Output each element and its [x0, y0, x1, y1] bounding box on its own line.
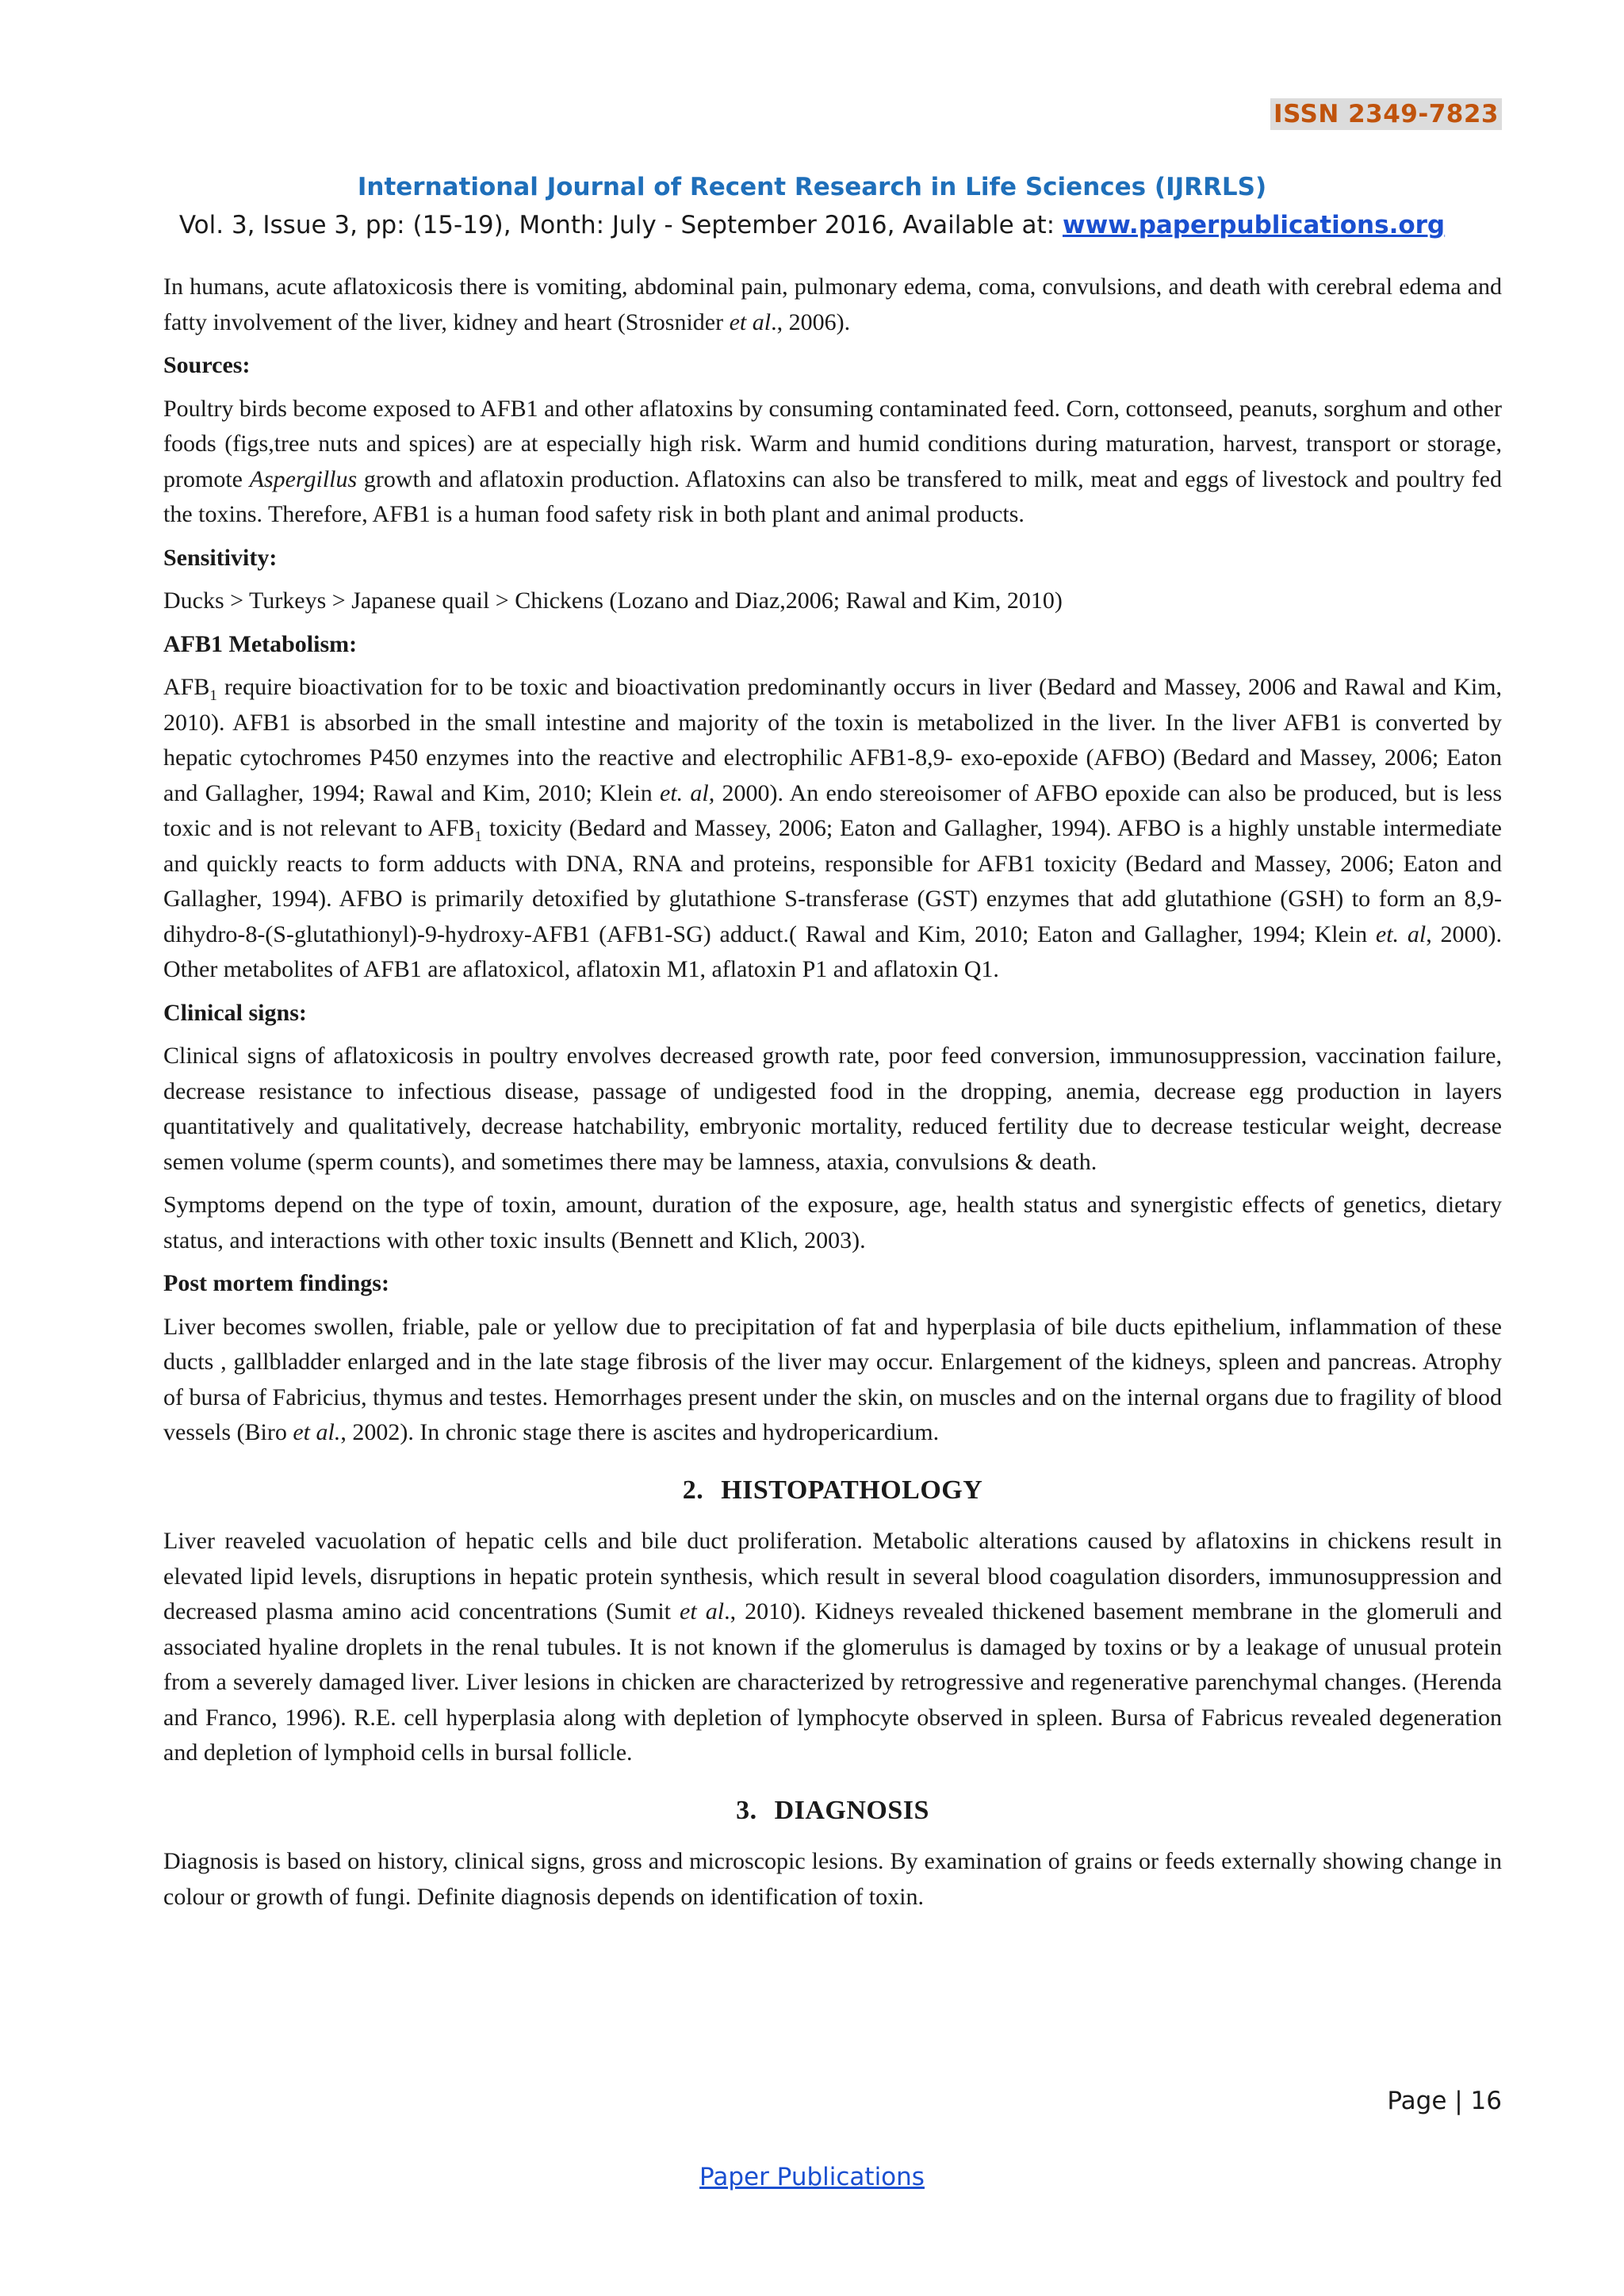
paragraph-humans: [163, 270, 1502, 340]
citation-etal: et. al: [1375, 920, 1427, 947]
text: growth and aflatoxin production. Aflatoxins can also be transfered to milk, meat and eggs of livestock and poultry fed the toxins. Therefore, AFB1 is a human food safety risk in both plant and animal products.: [163, 465, 1502, 527]
section-title: DIAGNOSIS: [774, 1795, 929, 1825]
citation-etal: et al: [680, 1598, 725, 1624]
heading-post-mortem: Post mortem findings:: [163, 1270, 389, 1296]
paragraph-sources: [163, 392, 1502, 533]
text: ., 2006).: [771, 308, 851, 335]
publisher-link[interactable]: Paper Publications: [699, 2163, 925, 2191]
species-name: Aspergillus: [249, 465, 358, 492]
paragraph-metabolism: [163, 670, 1502, 988]
heading-sensitivity: Sensitivity:: [163, 544, 278, 571]
citation-etal: et. al,: [660, 779, 715, 806]
paragraph-post-mortem: [163, 1310, 1502, 1451]
text: Liver becomes swollen, friable, pale or yellow due to precipitation of fat and hyperplasia of bile ducts epithelium, inflammation of these ducts , gallbladder enlarged and in the late stage fibrosis of the liver may occur. Enlargement of the kidneys, spleen and pancreas. Atrophy of bursa of Fabricius, thymus and testes. Hemorrhages present under the skin, on muscles and on the internal organs due to fragility of blood vessels (Biro: [163, 1313, 1502, 1445]
heading-clinical-signs: Clinical signs:: [163, 999, 307, 1026]
text: , 2000). Other metabolites of AFB1 are aflatoxicol, aflatoxin M1, aflatoxin P1 and aflatoxin Q1.: [163, 920, 1502, 982]
heading-metabolism: AFB1 Metabolism:: [163, 630, 358, 657]
text: In humans, acute aflatoxicosis there is vomiting, abdominal pain, pulmonary edema, coma, convulsions, and death with cerebral edema and fatty involvement of the liver, kidney and heart (Strosnider: [163, 274, 1502, 335]
journal-volume-info: [0, 211, 1624, 239]
text: AFB: [163, 674, 210, 700]
page-number: Page | 16: [1387, 2087, 1502, 2115]
paragraph-diagnosis: Diagnosis is based on history, clinical signs, gross and microscopic lesions. By examination of grains or feeds externally showing change in colour or growth of fungi. Definite diagnosis depends on identification of toxin.: [163, 1848, 1502, 1910]
paragraph-sensitivity: Ducks > Turkeys > Japanese quail > Chickens (Lozano and Diaz,2006; Rawal and Kim, 2010): [163, 587, 1063, 614]
text: toxicity (Bedard and Massey, 2006; Eaton and Gallagher, 1994). AFBO is a highly unstable intermediate and quickly reacts to form adducts with DNA, RNA and proteins, responsible for AFB1 toxicity (Bedard and Massey, 2006; Eaton and Gallagher, 1994). AFBO is primarily detoxified by glutathione S-transferase (GST) enzymes that add glutathione (GSH) to form an 8,9-dihydro-8-(S-glutathionyl)-9-hydroxy-AFB1 (AFB1-SG) adduct.( Rawal and Kim, 2010; Eaton and Gallagher, 1994; Klein: [163, 815, 1502, 947]
paragraph-clinical-signs: Clinical signs of aflatoxicosis in poultry envolves decreased growth rate, poor feed conversion, immunosuppression, vaccination failure, decrease resistance to infectious disease, passage of undigested food in the dropping, anemia, decrease egg production in layers quantitatively and qualitatively, decrease hatchability, embryonic mortality, reduced fertility due to decrease testicular weight, decrease semen volume (sperm counts), and sometimes there may be lamness, ataxia, convulsions & death.: [163, 1043, 1502, 1175]
section-number: 2.: [682, 1475, 704, 1505]
section-title: HISTOPATHOLOGY: [721, 1475, 983, 1505]
article-body: [163, 270, 1502, 1923]
heading-sources: Sources:: [163, 352, 251, 378]
journal-title: International Journal of Recent Research in Life Sciences (IJRRLS): [357, 173, 1267, 201]
website-link[interactable]: www.paperpublications.org: [1062, 211, 1446, 239]
section-heading-diagnosis: [163, 1793, 1502, 1829]
subscript: 1: [474, 828, 482, 845]
text: , 2002). In chronic stage there is ascites and hydropericardium.: [340, 1419, 940, 1445]
volume-text: Vol. 3, Issue 3, pp: (15-19), Month: July - September 2016, Available at:: [178, 211, 1063, 239]
section-number: 3.: [736, 1795, 757, 1825]
citation-etal: et al: [729, 308, 772, 335]
text: 2000). An endo stereoisomer of AFBO epoxide can also be produced, but is less toxic and is not relevant to AFB: [163, 779, 1502, 841]
text: ., 2010). Kidneys revealed thickened basement membrane in the glomeruli and associated hyaline droplets in the renal tubules. It is not known if the glomerulus is damaged by toxins or by a leakage of unusual protein from a severely damaged liver. Liver lesions in chicken are characterized by retrogressive and regenerative parenchymal changes. (Herenda and Franco, 1996). R.E. cell hyperplasia along with depletion of lymphocyte observed in spleen. Bursa of Fabricus revealed degeneration and depletion of lymphoid cells in bursal follicle.: [163, 1598, 1502, 1766]
text: Liver reaveled vacuolation of hepatic cells and bile duct proliferation. Metabolic alterations caused by aflatoxins in chickens result in elevated lipid levels, disruptions in hepatic protein synthesis, which result in several blood coagulation disorders, immunosuppression and decreased plasma amino acid concentrations (Sumit: [163, 1528, 1502, 1624]
section-heading-histopathology: [163, 1473, 1502, 1509]
paragraph-histopathology: [163, 1524, 1502, 1771]
paragraph-symptoms: Symptoms depend on the type of toxin, amount, duration of the exposure, age, health status and synergistic effects of genetics, dietary status, and interactions with other toxic insults (Bennett and Klich, 2003).: [163, 1192, 1502, 1253]
text: require bioactivation for to be toxic and bioactivation predominantly occurs in liver (Bedard and Massey, 2006 and Rawal and Kim, 2010). AFB1 is absorbed in the small intestine and majority of the toxin is metabolized in the liver. In the liver AFB1 is converted by hepatic cytochromes P450 enzymes into the reactive and electrophilic AFB1-8,9- exo-epoxide (AFBO) (Bedard and Massey, 2006; Eaton and Gallagher, 1994; Rawal and Kim, 2010; Klein: [163, 674, 1502, 806]
issn-badge: ISSN 2349-7823: [1270, 98, 1502, 130]
citation-etal: et al.: [293, 1419, 341, 1445]
text: Poultry birds become exposed to AFB1 and other aflatoxins by consuming contaminated feed. Corn, cottonseed, peanuts, sorghum and other foods (figs,tree nuts and spices) are at especially high risk. Warm and humid conditions during maturation, harvest, transport or storage, promote: [163, 395, 1502, 492]
subscript: 1: [209, 687, 217, 704]
footer: [0, 2163, 1624, 2191]
